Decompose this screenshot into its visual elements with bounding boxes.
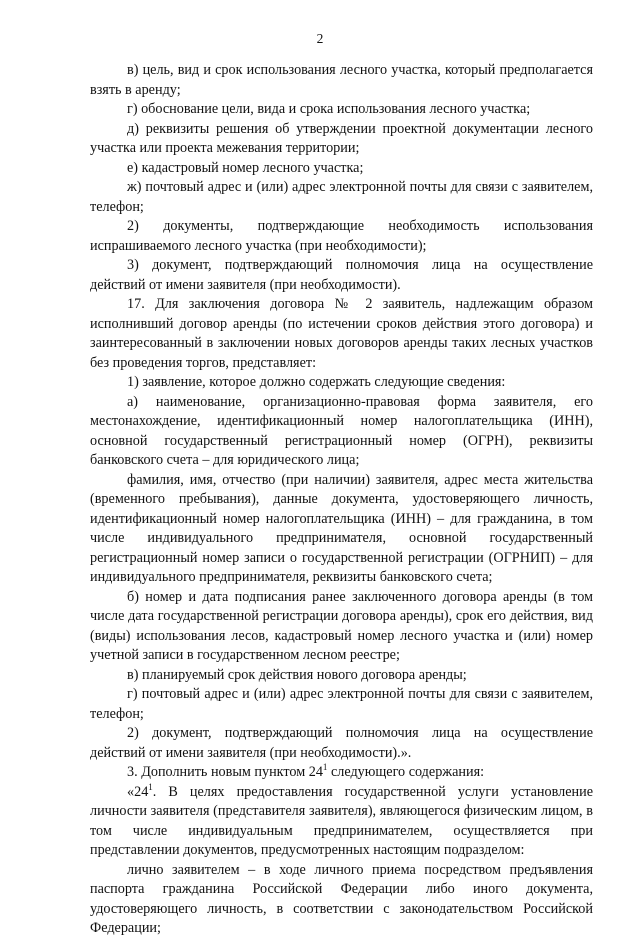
item-3-text-after: следующего содержания:	[327, 764, 485, 780]
paragraph-d-requisites: д) реквизиты решения об утверждении проектной документации лесного участка или проекта межевания территории;	[90, 120, 593, 156]
paragraph-2-documents: 2) документы, подтверждающие необходимость использования испрашиваемого лесного участка (при необходимости);	[90, 218, 593, 254]
item-3-superscript: 1	[322, 762, 328, 772]
paragraph-3-authority: 3) документ, подтверждающий полномочия лица на осуществление действий от имени заявителя (при необходимости).	[90, 257, 593, 293]
paragraph-17-1-application: 1) заявление, которое должно содержать следующие сведения:	[127, 374, 506, 390]
paragraph-personal-identification: лично заявителем – в ходе личного приема посредством предъявления паспорта гражданина Российской Федерации либо иного документа, удостоверяющего личность, в соответствии с законодательством Российской Федерации;	[90, 861, 593, 936]
paragraph-17-g-contacts: г) почтовый адрес и (или) адрес электронной почты для связи с заявителем, телефон;	[90, 686, 593, 722]
page-number: 2	[316, 31, 324, 46]
item-24-text-after: . В целях предоставления государственной услуги установление личности заявителя (представителя заявителя), являющегося физическим лицом, в том числе индивидуальным предпринимателем, осуществляется при представлении документов, предусмотренных настоящим подразделом:	[90, 783, 593, 858]
paragraph-17-a-legal-entity: а) наименование, организационно-правовая форма заявителя, его местонахождение, идентификационный номер налогоплательщика (ИНН), основной государственный регистрационный номер (ОГРН), реквизиты банковского счета – для юридического лица;	[90, 393, 593, 468]
item-24-superscript: 1	[148, 781, 153, 792]
paragraph-17-v-term: в) планируемый срок действия нового договора аренды;	[127, 666, 467, 683]
paragraph-17-individual: фамилия, имя, отчество (при наличии) заявителя, адрес места жительства (временного пребывания), данные документа, удостоверяющего личность, идентификационный номер налогоплательщика (ИНН) – для гражданина, в том числе индивидуального предпринимателя, основной государственный регистрационный номер записи о государственной регистрации (ОГРНИП) – для индивидуального предпринимателя, реквизиты банковского счета;	[90, 471, 593, 585]
paragraph-17-2-authority: 2) документ, подтверждающий полномочия лица на осуществление действий от имени заявителя (при необходимости).».	[90, 725, 593, 761]
paragraph-17-b-contract: б) номер и дата подписания ранее заключенного договора аренды (в том числе дата государственной регистрации договора аренды), срок его действия, вид (виды) использования лесов, кадастровый номер лесного участка и (или) номер учетной записи в государственном лесном реестре;	[90, 588, 593, 663]
paragraph-item-24-1	[90, 783, 593, 861]
item-3-text-before: 3. Дополнить новым пунктом 24	[127, 764, 323, 780]
document-body	[90, 61, 593, 939]
item-24-text-before: «24	[127, 783, 149, 800]
paragraph-e-cadastral: е) кадастровый номер лесного участка;	[127, 159, 364, 176]
paragraph-zh-contacts: ж) почтовый адрес и (или) адрес электронной почты для связи с заявителем, телефон;	[90, 179, 593, 215]
paragraph-g-justification: г) обоснование цели, вида и срока использования лесного участка;	[127, 101, 531, 117]
paragraph-17: 17. Для заключения договора № 2 заявитель, надлежащим образом исполнивший договор аренды (по истечении сроков действия этого договора) и заинтересованный в заключении новых договоров аренды таких лесных участков без проведения торгов, представляет:	[90, 296, 593, 371]
paragraph-v-purpose: в) цель, вид и срок использования лесного участка, который предполагается взять в аренду;	[90, 62, 593, 98]
paragraph-item-3	[90, 763, 593, 783]
